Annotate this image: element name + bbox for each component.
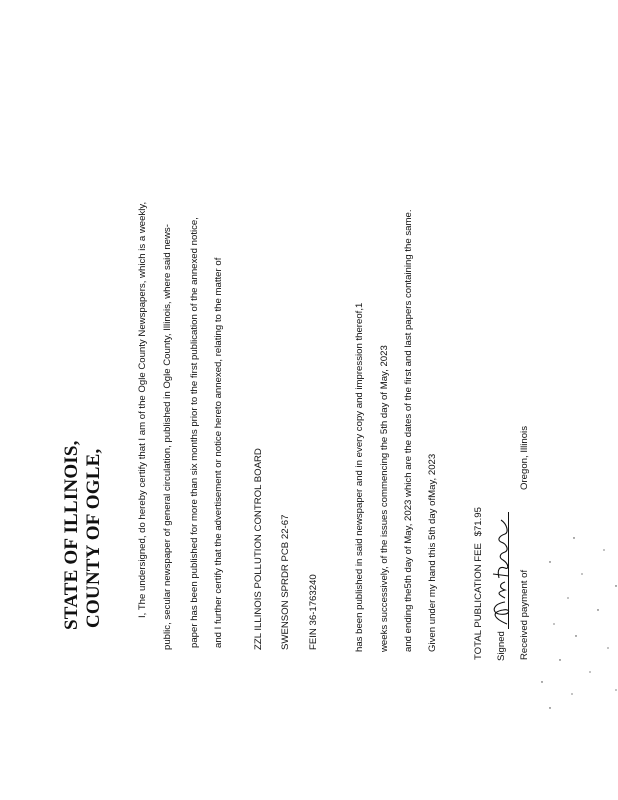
- publication-line-2: weeks successively, of the issues commencing the 5th day of May, 2023: [379, 345, 390, 652]
- publication-line-3: and ending the5th day of May, 2023 which are the dates of the first and last papers containing the same.: [403, 209, 414, 652]
- received-label: Received payment of: [519, 569, 530, 660]
- fee-amount: $71.95: [473, 507, 484, 537]
- publication-line-1: has been published in said newspaper and in every copy and impression thereof,1: [354, 302, 365, 652]
- notice-line-2: SWENSON SPRDR PCB 22-67: [280, 514, 291, 650]
- certificate-line-1: I, The undersigned, do hereby certify that I am of the Ogle County Newspapers, which is a weekly,: [137, 201, 148, 618]
- notice-line-3: FEIN 36-1763240: [308, 574, 319, 650]
- received-location: Oregon, Illinois: [519, 426, 530, 490]
- notice-line-1: ZZL ILLINOIS POLLUTION CONTROL BOARD: [253, 448, 264, 650]
- fee-label: TOTAL PUBLICATION FEE: [473, 543, 484, 660]
- certificate-line-4: and I further certify that the advertisement or notice hereto annexed, relating to the matter of: [213, 257, 224, 648]
- signed-label: Signed: [496, 631, 507, 661]
- certificate-line-3: paper has been published for more than six months prior to the first publication of the annexed notice,: [189, 217, 200, 648]
- fee-line: [474, 507, 484, 660]
- certificate-line-2: public, secular newspaper of general circulation, published in Ogle County, Illinois, where said news-: [162, 224, 173, 650]
- handwritten-signature: [487, 508, 515, 628]
- state-heading: STATE OF ILLINOIS,: [61, 440, 82, 630]
- county-heading: COUNTY OF OGLE,: [83, 448, 104, 628]
- scan-speckles: [520, 520, 618, 720]
- publication-line-4: Given under my hand this 5th day ofMay, 2023: [427, 453, 438, 652]
